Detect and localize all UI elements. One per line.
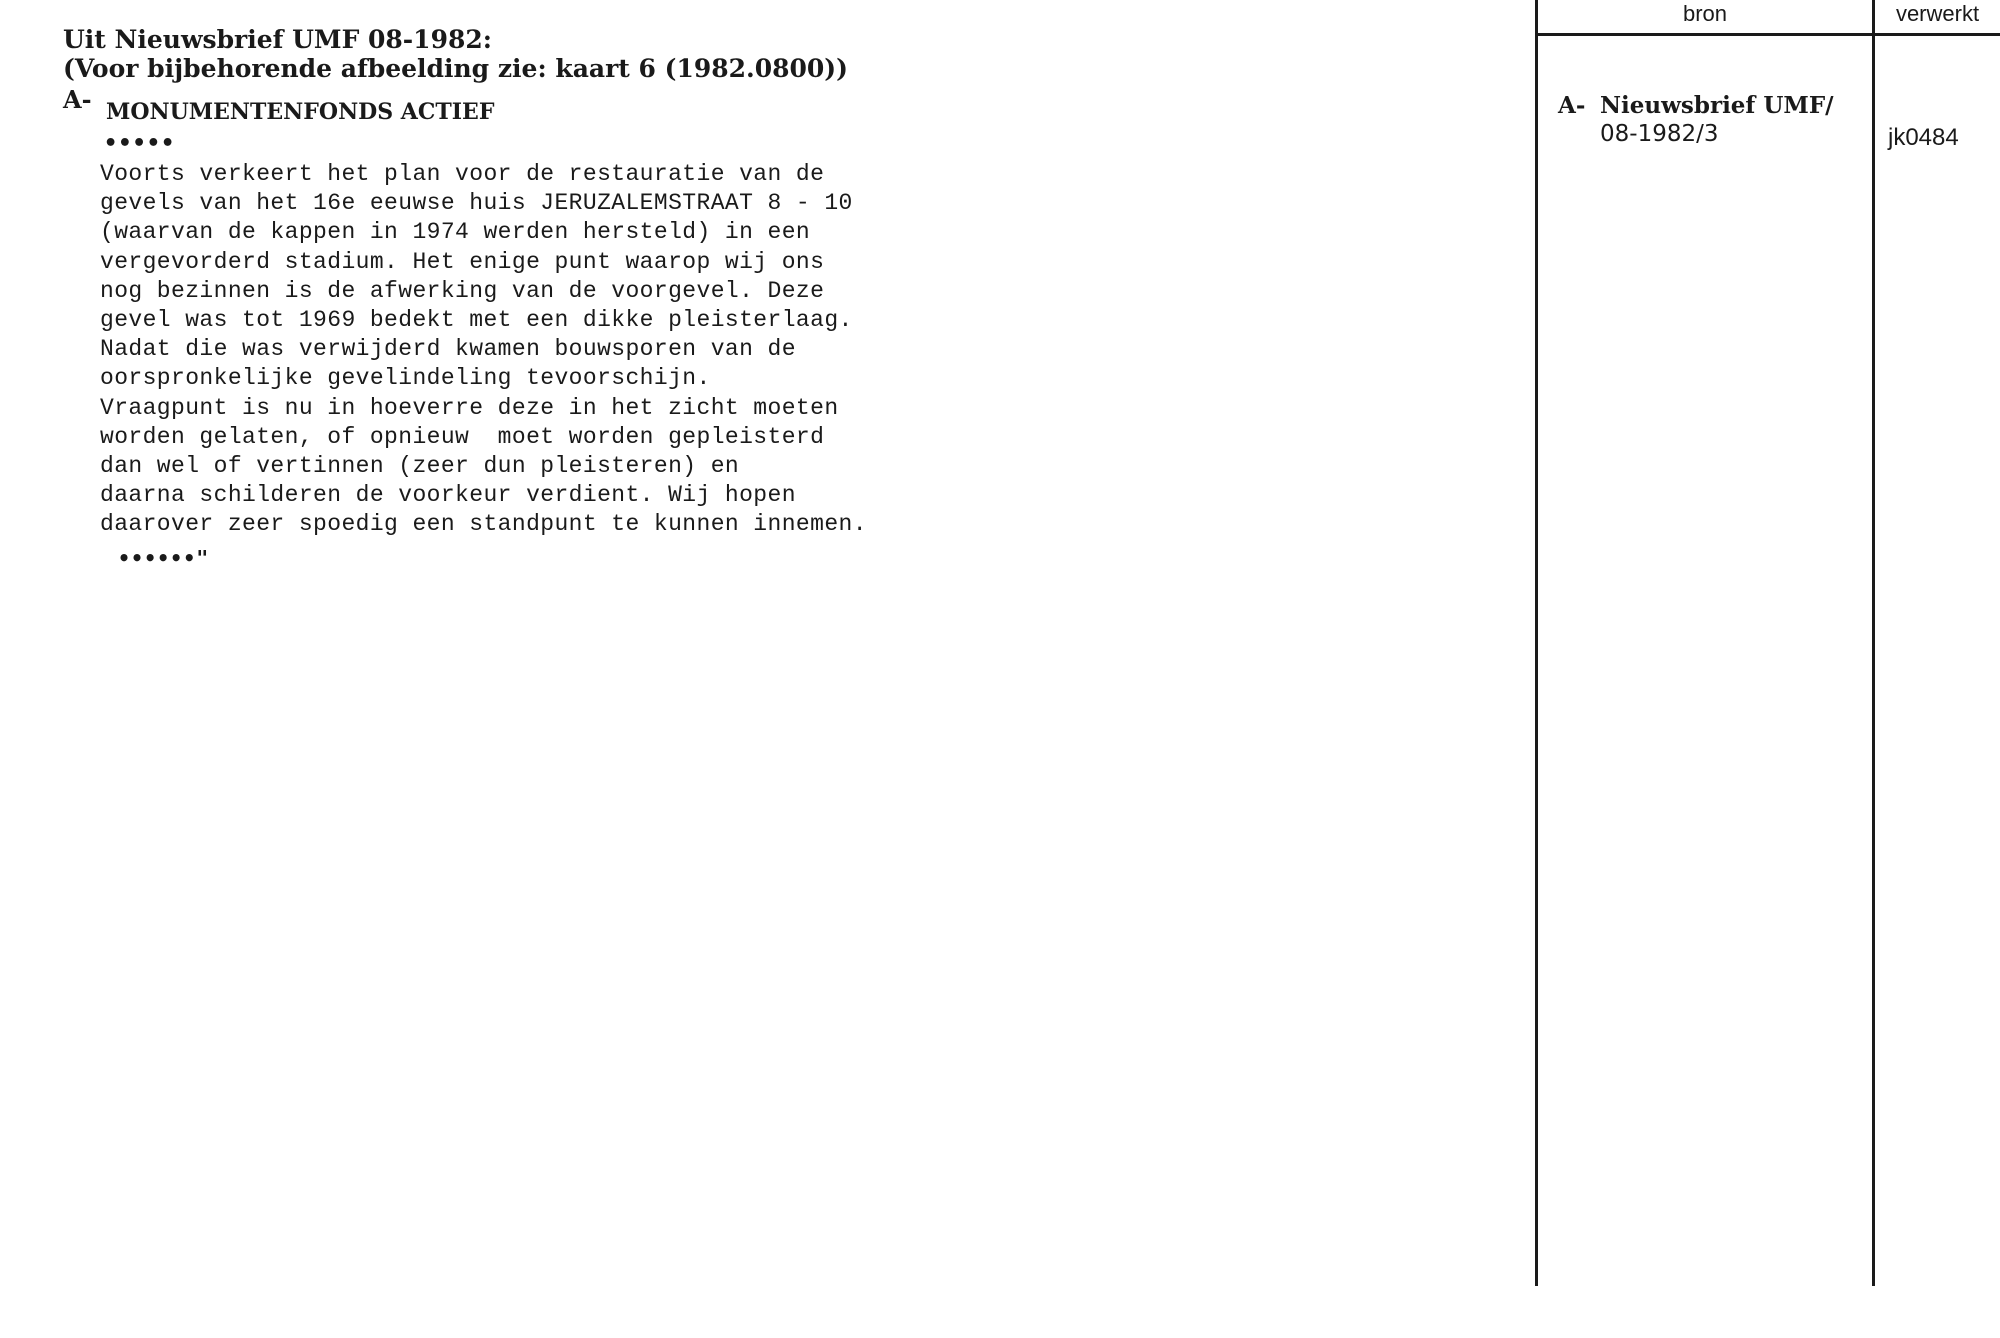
column-header-bron: bron xyxy=(1682,1,1728,26)
section-label: A- xyxy=(63,85,92,114)
body-line: Vraagpunt is nu in hoeverre deze in het zicht moeten xyxy=(100,394,839,421)
body-line: vergevorderd stadium. Het enige punt waarop wij ons xyxy=(100,248,825,275)
image-reference: (Voor bijbehorende afbeelding zie: kaart 6 (1982.0800)) xyxy=(63,54,848,83)
column-divider-left xyxy=(1535,0,1538,1286)
source-issue-entry: 08-1982/3 xyxy=(1600,121,1719,147)
ellipsis-top: ••••• xyxy=(104,131,176,156)
body-line: Nadat die was verwijderd kwamen bouwsporen van de xyxy=(100,336,796,363)
header-rule xyxy=(1535,33,2000,36)
body-line: nog bezinnen is de afwerking van de voorgevel. Deze xyxy=(100,277,825,304)
article-body xyxy=(100,160,867,540)
body-line: gevel was tot 1969 bedekt met een dikke pleisterlaag. xyxy=(100,307,853,334)
ellipsis-bottom: ••••••" xyxy=(118,546,210,570)
body-line: gevels van het 16e eeuwse huis JERUZALEMSTRAAT 8 - 10 xyxy=(100,190,853,217)
body-line: Voorts verkeert het plan voor de restauratie van de xyxy=(100,161,825,187)
processed-code: jk0484 xyxy=(1888,124,1959,151)
column-divider-right xyxy=(1872,0,1875,1286)
body-line: (waarvan de kappen in 1974 werden hersteld) in een xyxy=(100,219,811,246)
body-line: worden gelaten, of opnieuw moet worden gepleisterd xyxy=(100,423,825,450)
body-line: dan wel of vertinnen (zeer dun pleisteren) en xyxy=(100,453,740,480)
body-line: oorspronkelijke gevelindeling tevoorschijn. xyxy=(100,365,711,392)
body-line: daarover zeer spoedig een standpunt te kunnen innemen. xyxy=(100,511,867,538)
article-heading: MONUMENTENFONDS ACTIEF xyxy=(106,99,495,125)
source-title: Uit Nieuwsbrief UMF 08-1982: xyxy=(63,25,492,54)
body-line: daarna schilderen de voorkeur verdient. Wij hopen xyxy=(100,482,796,509)
column-header-verwerkt: verwerkt xyxy=(1895,1,1980,26)
source-label: A- xyxy=(1558,92,1586,119)
source-title-entry: Nieuwsbrief UMF/ xyxy=(1600,92,1834,119)
